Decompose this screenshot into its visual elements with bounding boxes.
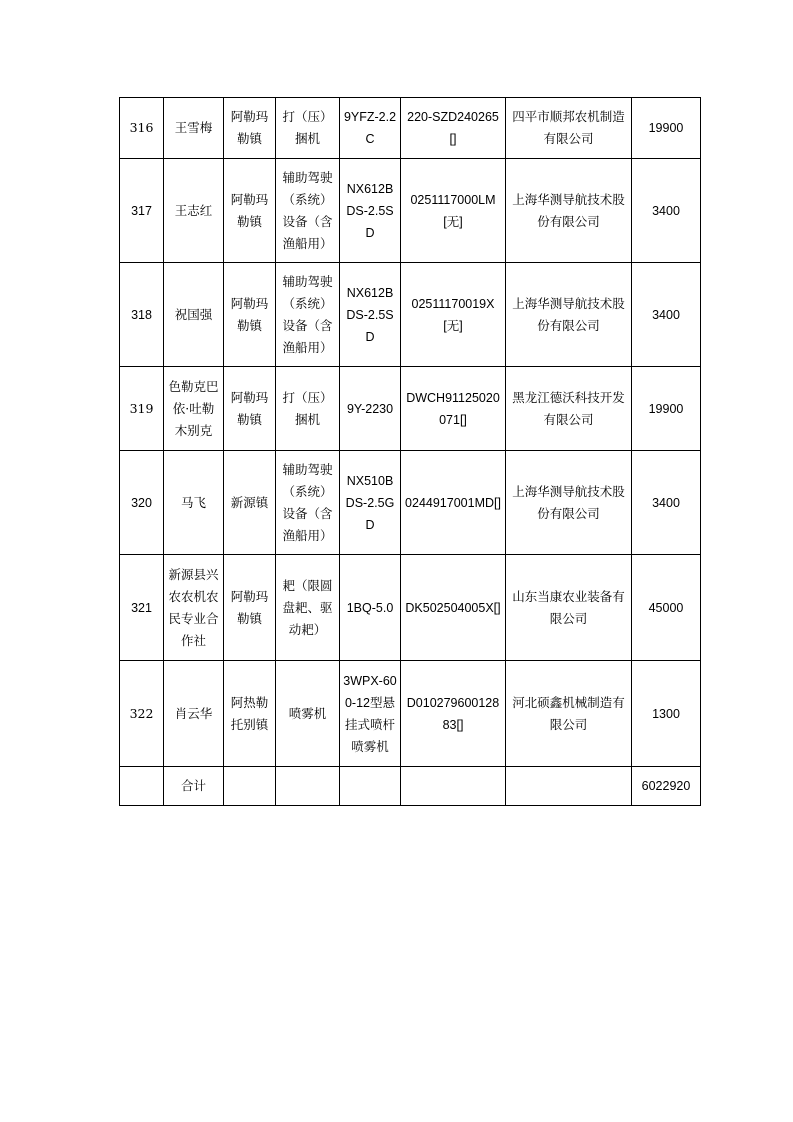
row-number: 319: [120, 367, 164, 451]
table-row: [120, 98, 701, 159]
table-row: [120, 661, 701, 767]
town: 阿勒玛勒镇: [224, 555, 276, 661]
purchaser-name: 新源县兴农农机农民专业合作社: [164, 555, 224, 661]
purchaser-name: 王雪梅: [164, 98, 224, 159]
machine-model: NX612BDS-2.5SD: [340, 159, 401, 263]
machine-category: 辅助驾驶（系统）设备（含渔船用）: [276, 263, 340, 367]
subsidy-amount: 3400: [632, 159, 701, 263]
total-row: [120, 767, 701, 806]
factory-serial: 220-SZD240265[]: [401, 98, 506, 159]
town: 阿勒玛勒镇: [224, 367, 276, 451]
subsidy-amount: 19900: [632, 367, 701, 451]
subsidy-amount: 3400: [632, 263, 701, 367]
machine-category: 辅助驾驶（系统）设备（含渔船用）: [276, 159, 340, 263]
row-number: 321: [120, 555, 164, 661]
row-number: 320: [120, 451, 164, 555]
manufacturer: 上海华测导航技术股份有限公司: [506, 159, 632, 263]
empty-cell: [401, 767, 506, 806]
machine-model: 1BQ-5.0: [340, 555, 401, 661]
manufacturer: 上海华测导航技术股份有限公司: [506, 263, 632, 367]
table-row: [120, 263, 701, 367]
town: 阿热勒托别镇: [224, 661, 276, 767]
town: 新源镇: [224, 451, 276, 555]
factory-serial: D01027960012883[]: [401, 661, 506, 767]
town: 阿勒玛勒镇: [224, 263, 276, 367]
machine-model: 3WPX-600-12型悬挂式喷杆喷雾机: [340, 661, 401, 767]
purchaser-name: 祝国强: [164, 263, 224, 367]
machine-category: 打（压）捆机: [276, 98, 340, 159]
machine-category: 辅助驾驶（系统）设备（含渔船用）: [276, 451, 340, 555]
manufacturer: 上海华测导航技术股份有限公司: [506, 451, 632, 555]
purchaser-name: 马飞: [164, 451, 224, 555]
table-row: [120, 451, 701, 555]
empty-cell: [120, 767, 164, 806]
manufacturer: 黑龙江德沃科技开发有限公司: [506, 367, 632, 451]
machine-model: NX510BDS-2.5GD: [340, 451, 401, 555]
row-number: 316: [120, 98, 164, 159]
row-number: 317: [120, 159, 164, 263]
table-row: [120, 555, 701, 661]
subsidy-amount: 19900: [632, 98, 701, 159]
empty-cell: [276, 767, 340, 806]
subsidy-amount: 45000: [632, 555, 701, 661]
purchaser-name: 色勒克巴依·吐勒木别克: [164, 367, 224, 451]
purchaser-name: 肖云华: [164, 661, 224, 767]
factory-serial: 02511170019X[无]: [401, 263, 506, 367]
table-row: [120, 159, 701, 263]
row-number: 318: [120, 263, 164, 367]
town: 阿勒玛勒镇: [224, 98, 276, 159]
manufacturer: 山东当康农业装备有限公司: [506, 555, 632, 661]
table-row: [120, 367, 701, 451]
subsidy-amount: 3400: [632, 451, 701, 555]
total-label: 合计: [164, 767, 224, 806]
machine-model: 9YFZ-2.2C: [340, 98, 401, 159]
machine-model: NX612BDS-2.5SD: [340, 263, 401, 367]
row-number: 322: [120, 661, 164, 767]
manufacturer: 四平市顺邦农机制造有限公司: [506, 98, 632, 159]
machine-category: 打（压）捆机: [276, 367, 340, 451]
purchaser-name: 王志红: [164, 159, 224, 263]
town: 阿勒玛勒镇: [224, 159, 276, 263]
machine-category: 耙（限圆盘耙、驱动耙）: [276, 555, 340, 661]
total-amount: 6022920: [632, 767, 701, 806]
factory-serial: DK502504005X[]: [401, 555, 506, 661]
machine-category: 喷雾机: [276, 661, 340, 767]
subsidy-table: [119, 97, 701, 806]
factory-serial: 0244917001MD[]: [401, 451, 506, 555]
manufacturer: 河北硕鑫机械制造有限公司: [506, 661, 632, 767]
empty-cell: [224, 767, 276, 806]
machine-model: 9Y-2230: [340, 367, 401, 451]
empty-cell: [506, 767, 632, 806]
empty-cell: [340, 767, 401, 806]
subsidy-amount: 1300: [632, 661, 701, 767]
factory-serial: 0251117000LM[无]: [401, 159, 506, 263]
factory-serial: DWCH91125020071[]: [401, 367, 506, 451]
